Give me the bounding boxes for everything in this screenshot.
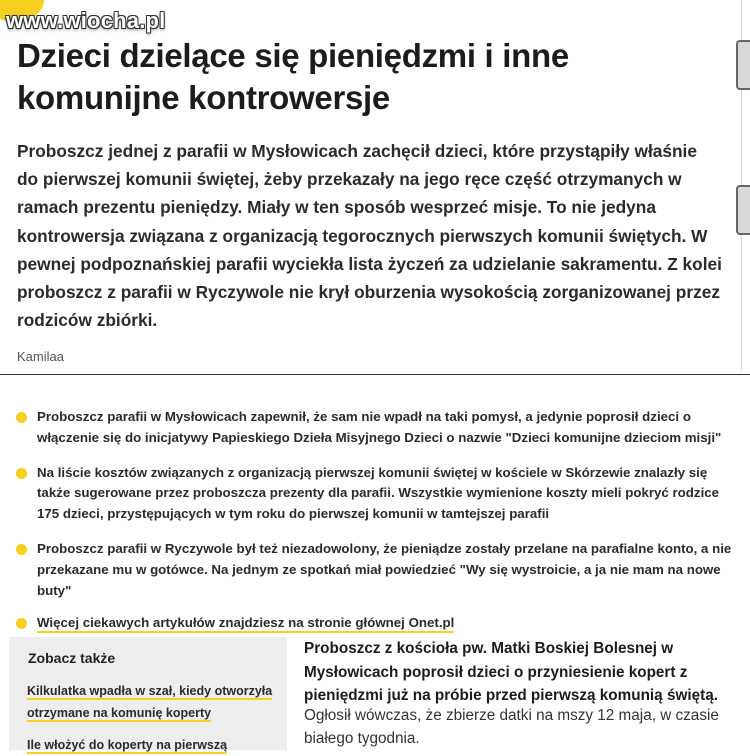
highlight-item xyxy=(16,407,741,449)
see-also-box xyxy=(9,637,287,750)
see-also-link[interactable]: Kilkulatka wpadła w szał, kiedy otworzyła otrzymane na komunię koperty xyxy=(27,684,273,720)
watermark-text: www.wiocha.pl xyxy=(6,8,166,33)
bullet-dot-icon xyxy=(16,618,27,629)
see-also-link[interactable]: Ile włożyć do koperty na pierwszą xyxy=(27,738,228,752)
article-body-bold: Proboszcz z kościoła pw. Matki Boskiej Bolesnej w Mysłowicach poprosił dzieci o przyniesienie kopert z pieniędzmi już na próbie przed pierwszą komunią świętą. xyxy=(304,640,718,704)
article-title: Dzieci dzielące się pieniędzmi i inne komunijne kontrowersje xyxy=(17,37,569,116)
highlight-text: Proboszcz parafii w Mysłowicach zapewnił, że sam nie wpadł na taki pomysł, a jedynie poprosił dzieci o włączenie się do inicjatywy Papieskiego Dzieła Misyjnego Dzieci o nazwie "Dzieci komunijne dzieciom misji" xyxy=(37,409,722,445)
bullet-dot-icon xyxy=(16,544,27,555)
bullet-dot-icon xyxy=(16,412,27,423)
see-also-title: Zobacz także xyxy=(28,650,116,666)
more-articles-link[interactable]: Więcej ciekawych artykułów znajdziesz na stronie głównej Onet.pl xyxy=(37,615,454,633)
highlight-text: Proboszcz parafii w Ryczywole był też niezadowolony, że pieniądze zostały przelane na parafialne konto, a nie przekazane mu w gotówce. Na jednym ze spotkań miał powiedzieć "Wy się wystroicie, a ja nie mam na nowe buty" xyxy=(37,540,732,598)
highlight-item xyxy=(16,463,741,525)
more-articles-item[interactable] xyxy=(16,613,741,634)
right-edge-ad xyxy=(736,40,750,80)
highlight-text: Na liście kosztów związanych z organizacją pierwszej komunii świętej w kościele w Skórzewie znalazły się także sugerowane przez proboszcza prezenty dla parafii. Wszystkie wymienione koszty mieli pokryć rodzice 175 dzieci, przystępujących w tym roku do pierwszej komunii w tamtejszej parafii xyxy=(37,464,720,522)
product-image-icon xyxy=(736,40,750,90)
article-lead: Proboszcz jednej z parafii w Mysłowicach zachęcił dzieci, które przystąpiły właśnie do pierwszej komunii świętej, żeby przekazały na jego ręce część otrzymanych w ramach prezentu pieniędzy. Miały w ten sposób wesprzeć misje. To nie jedyna kontrowersja związana z organizacją tegorocznych pierwszych komunii świętych. W pewnej podpoznańskiej parafii wyciekła lista życzeń za udzielanie sakramentu. Z kolei proboszcz z parafii w Ryczywole nie krył oburzenia wysokością zorganizowanej przez rodziców zbiórki. xyxy=(17,141,722,331)
watermark xyxy=(0,0,190,40)
article-highlights xyxy=(16,407,741,648)
bullet-dot-icon xyxy=(16,468,27,479)
divider xyxy=(0,374,750,375)
article-author: Kamilaa xyxy=(17,349,64,364)
highlight-item xyxy=(16,539,741,601)
product-image-icon xyxy=(736,185,750,235)
article-body-text: Ogłosił wówczas, że zbierze datki na mszy 12 maja, w czasie białego tygodnia. xyxy=(304,707,719,747)
